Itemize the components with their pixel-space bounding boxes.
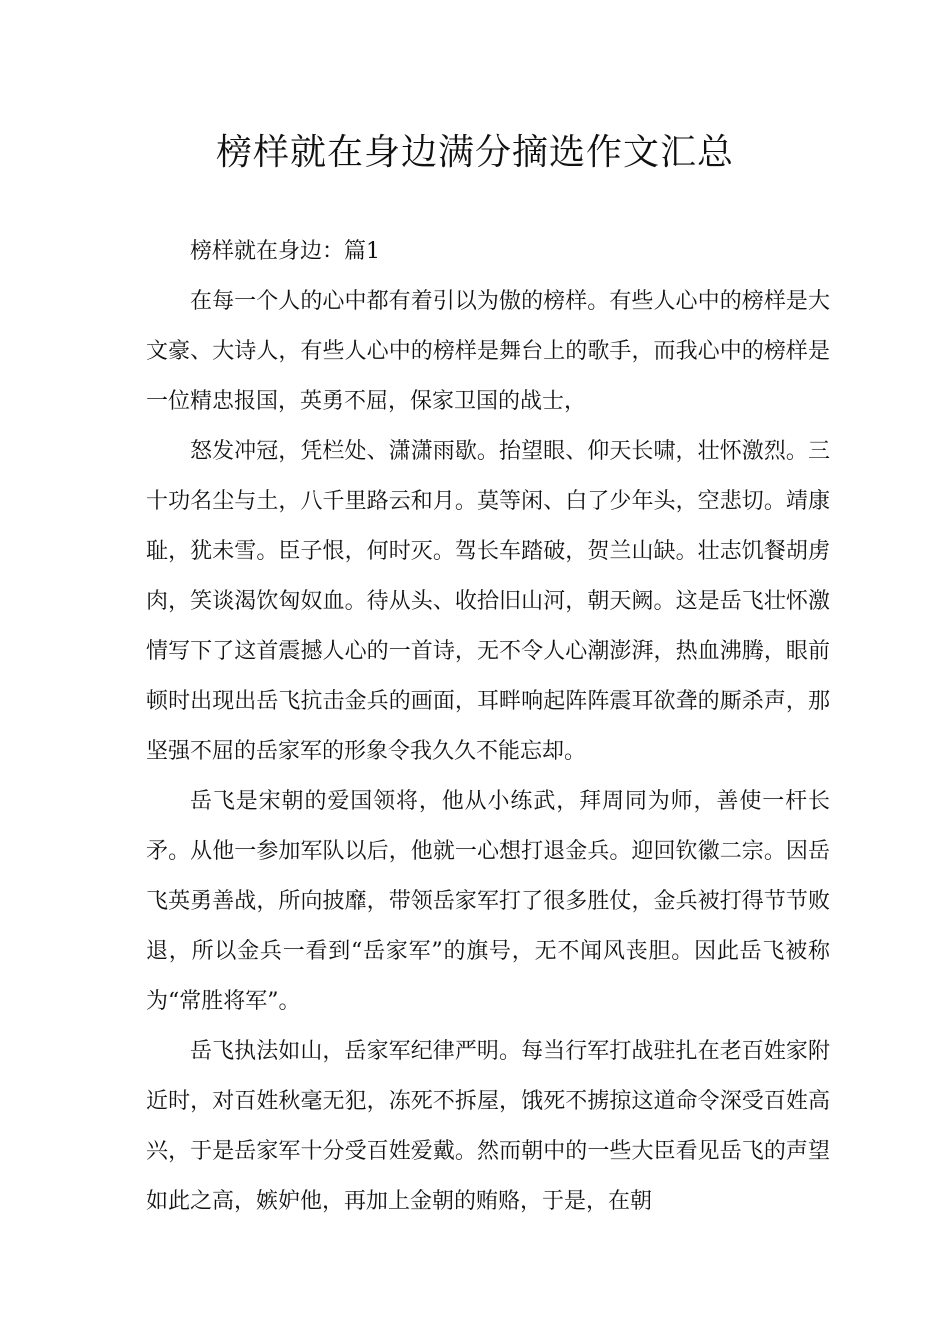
paragraph: 在每一个人的心中都有着引以为傲的榜样。有些人心中的榜样是大文豪、大诗人，有些人心中的榜样是舞台上的歌手，而我心中的榜样是一位精忠报国，英勇不屈，保家卫国的战士，	[146, 289, 830, 414]
document-body	[146, 227, 830, 1227]
paragraph: 岳飞是宋朝的爱国领将，他从小练武，拜周同为师，善使一杆长矛。从他一参加军队以后，他就一心想打退金兵。迎回钦徽二宗。因岳飞英勇善战，所向披靡，带领岳家军打了很多胜仗，金兵被打得节节败退，所以金兵一看到“岳家军”的旗号，无不闻风丧胆。因此岳飞被称为“常胜将军”。	[146, 789, 830, 1014]
document-title: 榜样就在身边满分摘选作文汇总	[215, 132, 734, 173]
paragraph: 怒发冲冠，凭栏处、潇潇雨歇。抬望眼、仰天长啸，壮怀激烈。三十功名尘与土，八千里路云和月。莫等闲、白了少年头，空悲切。靖康耻，犹未雪。臣子恨，何时灭。驾长车踏破，贺兰山缺。壮志饥餐胡虏肉，笑谈渴饮匈奴血。待从头、收拾旧山河，朝天阙。这是岳飞壮怀激情写下了这首震撼人心的一首诗，无不令人心潮澎湃，热血沸腾，眼前顿时出现出岳飞抗击金兵的画面，耳畔响起阵阵震耳欲聋的厮杀声，那坚强不屈的岳家军的形象令我久久不能忘却。	[146, 439, 830, 764]
paragraph: 岳飞执法如山，岳家军纪律严明。每当行军打战驻扎在老百姓家附近时，对百姓秋毫无犯，冻死不拆屋，饿死不掳掠这道命令深受百姓高兴，于是岳家军十分受百姓爱戴。然而朝中的一些大臣看见岳飞的声望如此之高，嫉妒他，再加上金朝的贿赂，于是，在朝	[146, 1039, 830, 1214]
section-heading: 榜样就在身边：篇1	[190, 239, 380, 264]
